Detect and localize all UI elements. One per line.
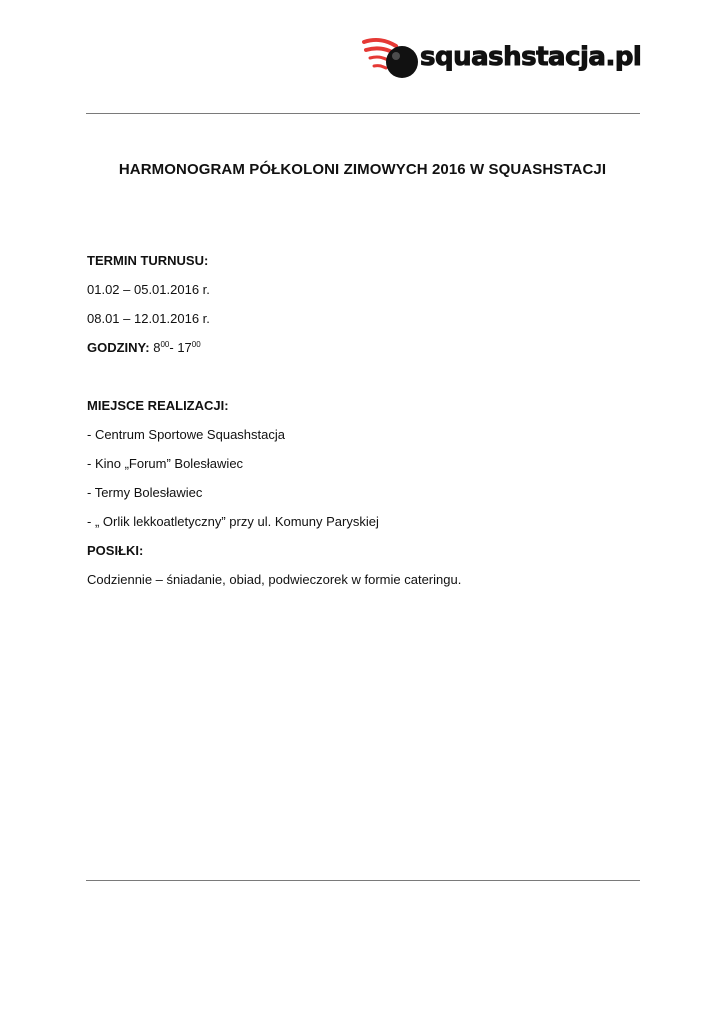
- miejsce-item: - Centrum Sportowe Squashstacja: [87, 427, 285, 442]
- godziny-start-min: 00: [160, 340, 170, 349]
- termin-date-2: 08.01 – 12.01.2016 r.: [87, 311, 210, 326]
- squashstacja-logo: [362, 34, 642, 86]
- footer-divider: [86, 880, 640, 881]
- miejsce-item: - „ Orlik lekkoatletyczny” przy ul. Komuny Paryskiej: [87, 514, 379, 529]
- posilki-heading: POSIŁKI:: [87, 543, 144, 558]
- godziny-line: [87, 340, 201, 356]
- godziny-start-hour: 8: [153, 340, 161, 355]
- miejsce-item: - Termy Bolesławiec: [87, 485, 203, 500]
- miejsce-heading: MIEJSCE REALIZACJI:: [87, 398, 229, 413]
- logo-text: squashstacja.pl: [420, 42, 642, 72]
- posilki-text: Codziennie – śniadanie, obiad, podwieczorek w formie cateringu.: [87, 572, 462, 587]
- header-divider: [86, 113, 640, 114]
- termin-date-1: 01.02 – 05.01.2016 r.: [87, 282, 210, 297]
- termin-heading: TERMIN TURNUSU:: [87, 253, 209, 268]
- godziny-label: GODZINY:: [87, 340, 150, 355]
- squash-ball-icon: [362, 34, 422, 86]
- godziny-separator: -: [169, 340, 178, 355]
- godziny-end-min: 00: [191, 340, 201, 349]
- godziny-end-hour: 17: [177, 340, 192, 355]
- miejsce-item: - Kino „Forum” Bolesławiec: [87, 456, 244, 471]
- page-title: HARMONOGRAM PÓŁKOLONI ZIMOWYCH 2016 W SQUASHSTACJI: [118, 161, 607, 178]
